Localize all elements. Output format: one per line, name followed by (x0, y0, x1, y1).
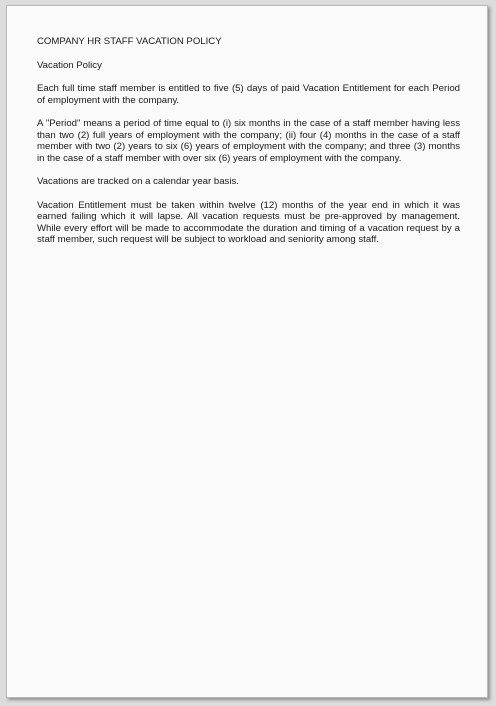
document-title: COMPANY HR STAFF VACATION POLICY (37, 36, 222, 47)
paragraph-entitlement: Each full time staff member is entitled to five (5) days of paid Vacation Entitlement for each Period of employment with the company. (37, 83, 460, 106)
document-page (6, 5, 488, 698)
paragraph-period-definition: A "Period" means a period of time equal to (i) six months in the case of a staff member having less than two (2) full years of employment with the company; (ii) four (4) months in the case of a staff member with two (2) years to six (6) years of employment with the company; and three (3) months in the case of a staff member with over six (6) years of employment with the company. (37, 118, 460, 164)
paragraph-usage-rules: Vacation Entitlement must be taken within twelve (12) months of the year end in which it was earned failing which it will lapse. All vacation requests must be pre-approved by management. While every effort will be made to accommodate the duration and timing of a vacation request by a staff member, such request will be subject to workload and seniority among staff. (37, 199, 460, 245)
section-heading: Vacation Policy (37, 59, 102, 71)
paragraph-tracking: Vacations are tracked on a calendar year basis. (37, 176, 239, 187)
document-body (37, 36, 460, 258)
